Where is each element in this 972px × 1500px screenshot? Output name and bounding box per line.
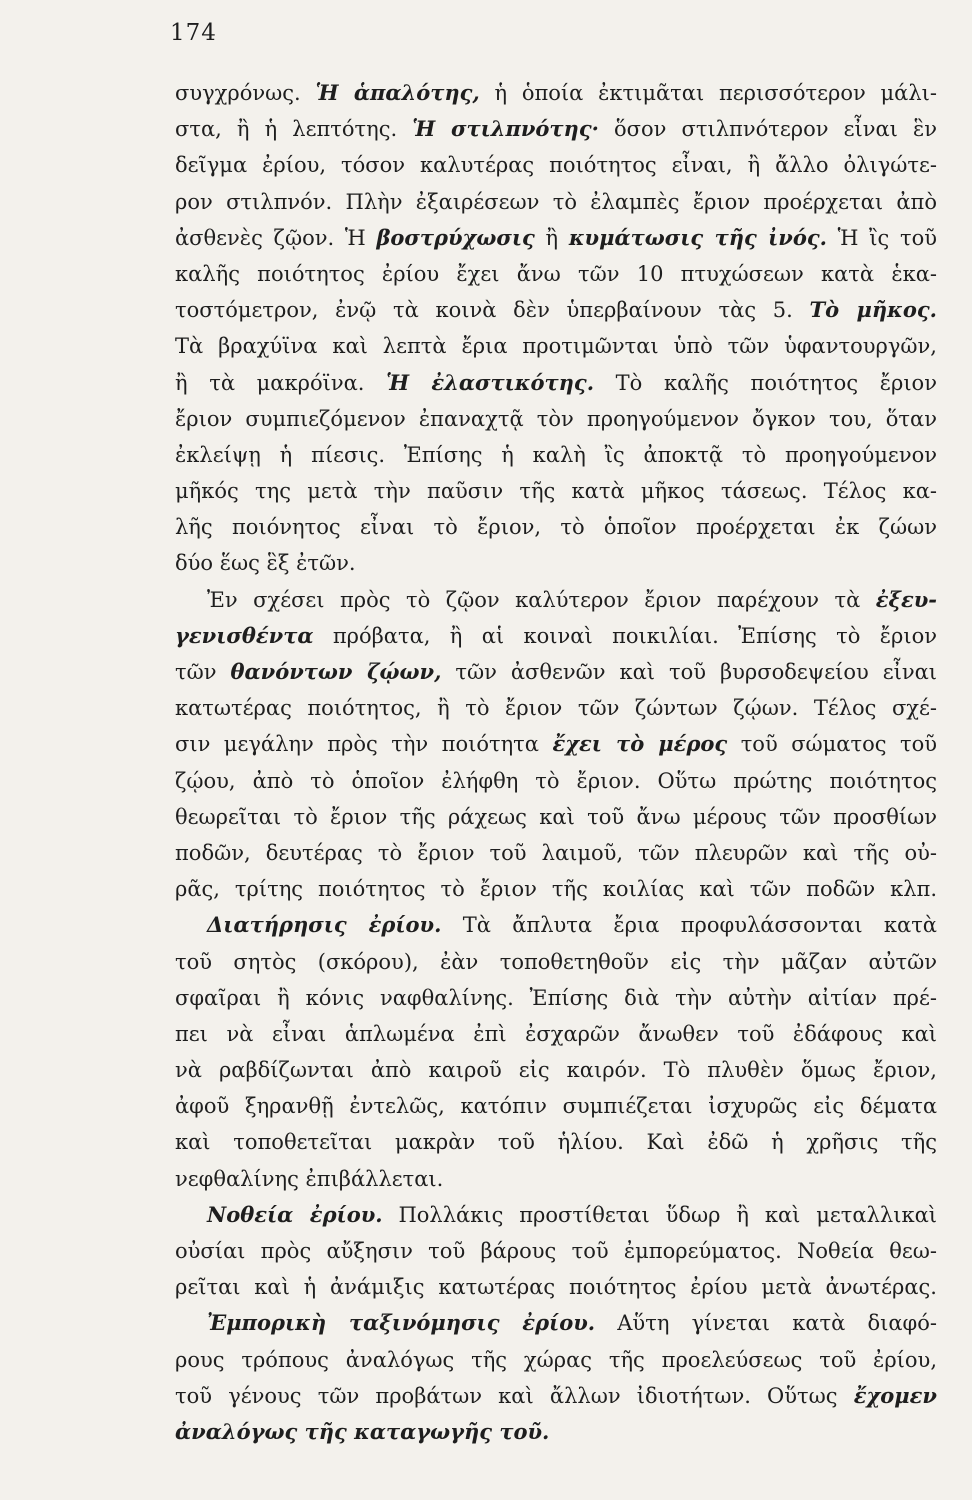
body-text [175, 75, 937, 1450]
text-line: ἢ τὰ μακρόϊνα. Ἡ ἐλαστικότης. Τὸ καλῆς ποιότητος ἔριον [175, 369, 937, 395]
text-line: κατωτέρας ποιότητος, ἢ τὸ ἔριον τῶν ζώντων ζῴων. Τέλος σχέ- [175, 696, 937, 721]
text-line: ρους τρόπους ἀναλόγως τῆς χώρας τῆς προελεύσεως τοῦ ἐρίου, [175, 1347, 937, 1372]
text-line: δύο ἕως ἓξ ἐτῶν. [175, 551, 356, 576]
emphasis-text: ἐξευ- [875, 586, 937, 612]
emphasis-text: Τὸ μῆκος. [809, 297, 937, 323]
text-line: τοστόμετρον, ἐνῷ τὰ κοινὰ δὲν ὑπερβαίνουν τὰς 5. Τὸ μῆκος. [175, 297, 937, 323]
text-line: Ἐν σχέσει πρὸς τὸ ζῷον καλύτερον ἔριον παρέχουν τὰ ἐξευ- [207, 586, 937, 612]
text-line: ρεῖται καὶ ἡ ἀνάμιξις κατωτέρας ποιότητος ἐρίου μετὰ ἀνωτέρας. [175, 1275, 937, 1300]
page-number: 174 [170, 20, 217, 46]
text-line: θεωρεῖται τὸ ἔριον τῆς ράχεως καὶ τοῦ ἄνω μέρους τῶν προσθίων [175, 804, 937, 829]
emphasis-text: γενισθέντα [175, 622, 314, 648]
text-line: Διατήρησις ἐρίου. Τὰ ἄπλυτα ἔρια προφυλάσσονται κατὰ [207, 912, 937, 938]
text-line: γενισθέντα πρόβατα, ἢ αἱ κοιναὶ ποικιλίαι. Ἐπίσης τὸ ἔριον [175, 622, 937, 648]
text-line: Τὰ βραχύϊνα καὶ λεπτὰ ἔρια προτιμῶνται ὑπὸ τῶν ὑφαντουργῶν, [175, 334, 937, 359]
text-line: ρον στιλπνόν. Πλὴν ἐξαιρέσεων τὸ ἐλαμπὲς ἔριον προέρχεται ἀπὸ [175, 189, 937, 214]
text-line: μῆκός της μετὰ τὴν παῦσιν τῆς κατὰ μῆκος τάσεως. Τέλος κα- [175, 479, 937, 504]
text-line: πει νὰ εἶναι ἁπλωμένα ἐπὶ ἐσχαρῶν ἄνωθεν τοῦ ἐδάφους καὶ [175, 1021, 937, 1046]
text-line: στα, ἢ ἡ λεπτότης. Ἡ στιλπνότης· ὅσον στιλπνότερον εἶναι ἓν [175, 116, 937, 142]
text-line: νὰ ραβδίζωνται ἀπὸ καιροῦ εἰς καιρόν. Τὸ πλυθὲν ὅμως ἔριον, [175, 1058, 937, 1083]
text-line: οὐσίαι πρὸς αὔξησιν τοῦ βάρους τοῦ ἐμπορεύματος. Νοθεία θεω- [175, 1239, 937, 1263]
emphasis-text: ἔχομεν [853, 1382, 937, 1408]
emphasis-text: Ἡ ἐλαστικότης. [386, 369, 595, 395]
text-line: ρᾶς, τρίτης ποιότητος τὸ ἔριον τῆς κοιλίας καὶ τῶν ποδῶν κλπ. [175, 877, 937, 902]
text-line: τοῦ γένους τῶν προβάτων καὶ ἄλλων ἰδιοτήτων. Οὕτως ἔχομεν [175, 1382, 937, 1408]
text-line: δεῖγμα ἐρίου, τόσον καλυτέρας ποιότητος εἶναι, ἢ ἄλλο ὀλιγώτε- [175, 153, 937, 178]
text-line: συγχρόνως. Ἡ ἁπαλότης, ἡ ὁποία ἐκτιμᾶται περισσότερον μάλι- [175, 80, 937, 105]
text-line: τῶν θανόντων ζῴων, τῶν ἀσθενῶν καὶ τοῦ βυρσοδεψείου εἶναι [175, 659, 937, 684]
emphasis-text: θανόντων ζῴων, [230, 659, 442, 684]
text-line: ἔριον συμπιεζόμενον ἐπαναχτᾷ τὸν προηγούμενον ὄγκον του, ὅταν [175, 406, 937, 431]
emphasis-text: Ἡ στιλπνότης· [412, 116, 599, 142]
emphasis-text: Ἐμπορικὴ ταξινόμησις ἐρίου. [207, 1310, 596, 1336]
emphasis-text: βοστρύχωσις [376, 224, 535, 250]
text-line: ἀσθενὲς ζῷον. Ἡ βοστρύχωσις ἢ κυμάτωσις τῆς ἰνός. Ἡ ἲς τοῦ [175, 224, 937, 250]
text-line: ἐκλείψῃ ἡ πίεσις. Ἐπίσης ἡ καλὴ ἲς ἀποκτᾷ τὸ προηγούμενον [175, 442, 937, 467]
text-line: καλῆς ποιότητος ἐρίου ἔχει ἄνω τῶν 10 πτυχώσεων κατὰ ἑκα- [175, 261, 937, 286]
text-line: σιν μεγάλην πρὸς τὴν ποιότητα ἔχει τὸ μέρος τοῦ σώματος τοῦ [175, 731, 937, 757]
text-line: νεφθαλίνης ἐπιβάλλεται. [175, 1166, 444, 1191]
text-line: καὶ τοποθετεῖται μακρὰν τοῦ ἡλίου. Καὶ ἐδῶ ἡ χρῆσις τῆς [175, 1130, 937, 1155]
emphasis-text: Νοθεία ἐρίου. [207, 1201, 383, 1227]
emphasis-text: ἀναλόγως τῆς καταγωγῆς τοῦ. [175, 1418, 550, 1444]
text-line: τοῦ σητὸς (σκόρου), ἐὰν τοποθετηθοῦν εἰς τὴν μᾶζαν αὐτῶν [175, 949, 937, 974]
text-line: Ἐμπορικὴ ταξινόμησις ἐρίου. Αὕτη γίνεται κατὰ διαφό- [207, 1310, 937, 1336]
emphasis-text: κυμάτωσις τῆς ἰνός. [568, 224, 827, 250]
emphasis-text: Διατήρησις ἐρίου. [207, 912, 442, 938]
text-line: ποδῶν, δευτέρας τὸ ἔριον τοῦ λαιμοῦ, τῶν πλευρῶν καὶ τῆς οὐ- [175, 840, 937, 865]
text-line: ἀφοῦ ξηρανθῇ ἐντελῶς, κατόπιν συμπιέζεται ἰσχυρῶς εἰς δέματα [175, 1094, 937, 1119]
text-line: Νοθεία ἐρίου. Πολλάκις προστίθεται ὕδωρ ἢ καὶ μεταλλικαὶ [207, 1201, 937, 1227]
text-line [175, 1414, 937, 1450]
emphasis-text: Ἡ ἁπαλότης, [315, 80, 480, 105]
emphasis-text: ἔχει τὸ μέρος [552, 731, 728, 757]
text-line: ζῴου, ἀπὸ τὸ ὁποῖον ἐλήφθη τὸ ἔριον. Οὕτω πρώτης ποιότητος [175, 768, 937, 793]
text-line: σφαῖραι ἢ κόνις ναφθαλίνης. Ἐπίσης διὰ τὴν αὐτὴν αἰτίαν πρέ- [175, 985, 937, 1010]
text-line: λῆς ποιόνητος εἶναι τὸ ἔριον, τὸ ὁποῖον προέρχεται ἐκ ζώων [175, 515, 937, 540]
